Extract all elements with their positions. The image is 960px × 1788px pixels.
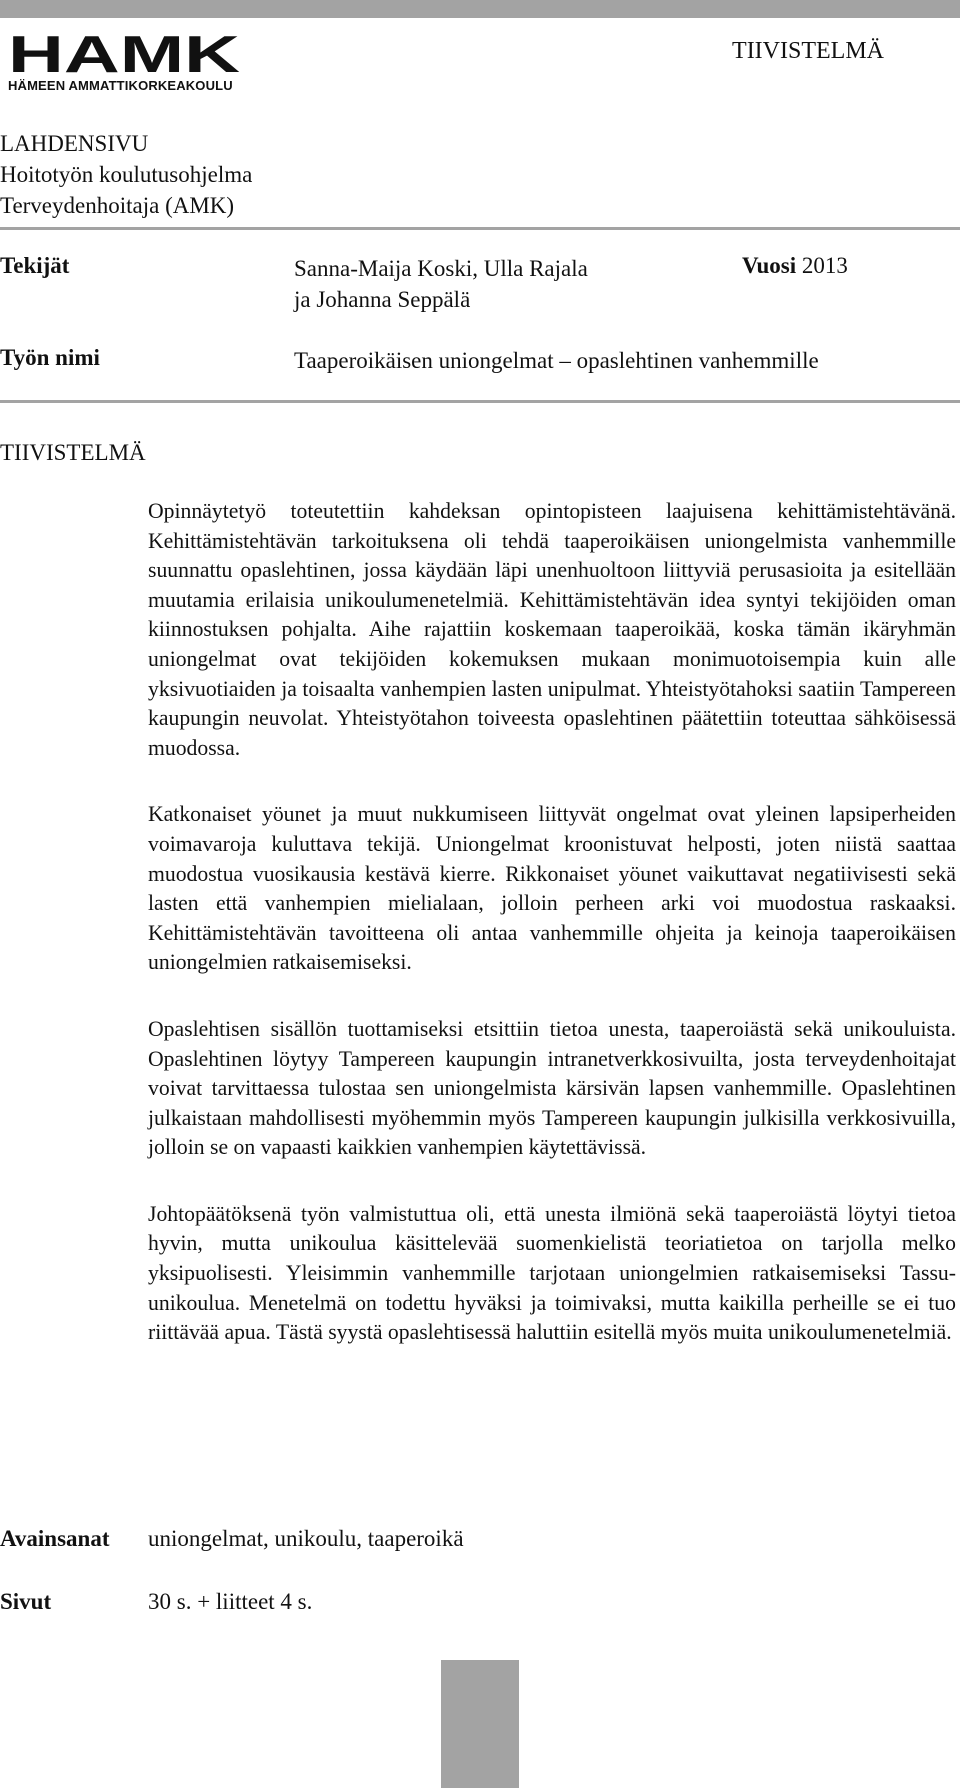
abstract-paragraph: Katkonaiset yöunet ja muut nukkumiseen liittyvät ongelmat ovat yleinen lapsiperheiden voimavaroja kuluttava tekijä. Uniongelmat kroonistuvat helposti, joten niistä saattaa muodostua vuosikausia kestävä kierre. Rikkonaiset yöunet vaikuttavat negatiivisesti sekä lasten että vanhempien mielialaan, jolloin perheen arki voi muodostua raskaaksi. Kehittämistehtävän tavoitteena oli antaa vanhemmille ohjeita ja keinoja taaperoikäisen uniongelmien ratkaisemiseksi. <box>148 802 956 975</box>
campus-name: LAHDENSIVU <box>0 131 149 156</box>
title-label: Työn nimi <box>0 345 100 370</box>
abstract-paragraph: Johtopäätöksenä työn valmistuttua oli, että unesta ilmiönä sekä taaperoiästä löytyi tietoa hyvin, mutta unikoulua käsittelevää suomenkielistä teoriatietoa on tarjolla melko yksipuolisesti. Yleisimmin vanhemmille tarjotaan uniongelmien ratkaisemiseksi Tassu-unikoulua. Menetelmä on todettu hyväksi ja toimivaksi, mutta kaikilla perheille se ei tuo riittävää apua. Tästä syystä opaslehtisessä haluttiin esitellä myös muita unikoulumenetelmiä. <box>148 1201 956 1345</box>
year-value: 2013 <box>801 253 848 278</box>
keywords-label: Avainsanat <box>0 1526 110 1551</box>
divider-top <box>0 227 960 230</box>
degree-title: Terveydenhoitaja (AMK) <box>0 193 235 218</box>
degree-programme: Hoitotyön koulutusohjelma <box>0 162 253 187</box>
abstract-paragraph: Opinnäytetyö toteutettiin kahdeksan opintopisteen laajuisena kehittämistehtävänä. Kehittämistehtävän tarkoituksena oli tehdä taaperoikäisen uniongelmista vanhemmille suunnattu opaslehtinen, jossa käydään läpi unenhuoltoon liittyviä perusasioita ja esitellään muutamia erilaisia unikoulumenetelmiä. Kehittämistehtävän idea syntyi tekijöiden oman kiinnostuksen pohjalta. Aihe rajattiin koskemaan taaperoikää, koska tämän ikäryhmän uniongelmat ovat tekijöiden kokemuksen mukaan monimuotoisempia kuin alle yksivuotiaiden ja toisaalta vanhempien lasten unipulmat. Yhteistyötahoksi saatiin Tampereen kaupungin neuvolat. Yhteistyötahon toiveesta opaslehtinen päätettiin toteuttaa sähköisessä muodossa. <box>148 499 956 760</box>
authors-line-1: Sanna-Maija Koski, Ulla Rajala <box>294 256 588 281</box>
year-field <box>742 253 848 279</box>
bottom-gray-block <box>441 1660 519 1788</box>
authors-label: Tekijät <box>0 253 70 278</box>
keywords-value: uniongelmat, unikoulu, taaperoikä <box>148 1526 464 1551</box>
hamk-logo-text: HAMK <box>8 34 241 74</box>
document-type-label: TIIVISTELMÄ <box>732 38 884 64</box>
pages-value: 30 s. + liitteet 4 s. <box>148 1589 313 1614</box>
authors-line-2: ja Johanna Seppälä <box>294 287 471 312</box>
divider-middle <box>0 400 960 403</box>
year-label: Vuosi <box>742 253 797 278</box>
logo-subtitle: HÄMEEN AMMATTIKORKEAKOULU <box>8 78 233 93</box>
authors-value <box>294 253 588 315</box>
thesis-title: Taaperoikäisen uniongelmat – opaslehtinen vanhemmille <box>294 348 819 373</box>
abstract-heading: TIIVISTELMÄ <box>0 440 146 465</box>
abstract-paragraph: Opaslehtisen sisällön tuottamiseksi etsittiin tietoa unesta, taaperoiästä sekä unikouluista. Opaslehtinen löytyy Tampereen kaupungin intranetverkkosivuilta, josta terveydenhoitajat voivat tarvittaessa tulostaa sen uniongelmista kärsivän lapsen vanhemmille. Opaslehtinen julkaistaan mahdollisesti myöhemmin myös Tampereen kaupungin julkisilla verkkosivuilla, jolloin se on vapaasti kaikkien vanhempien käytettävissä. <box>148 1016 956 1160</box>
pages-label: Sivut <box>0 1589 52 1614</box>
top-gray-bar <box>0 0 960 18</box>
hamk-logo <box>8 34 244 74</box>
institution-header <box>0 128 252 221</box>
abstract-body <box>148 497 956 1385</box>
